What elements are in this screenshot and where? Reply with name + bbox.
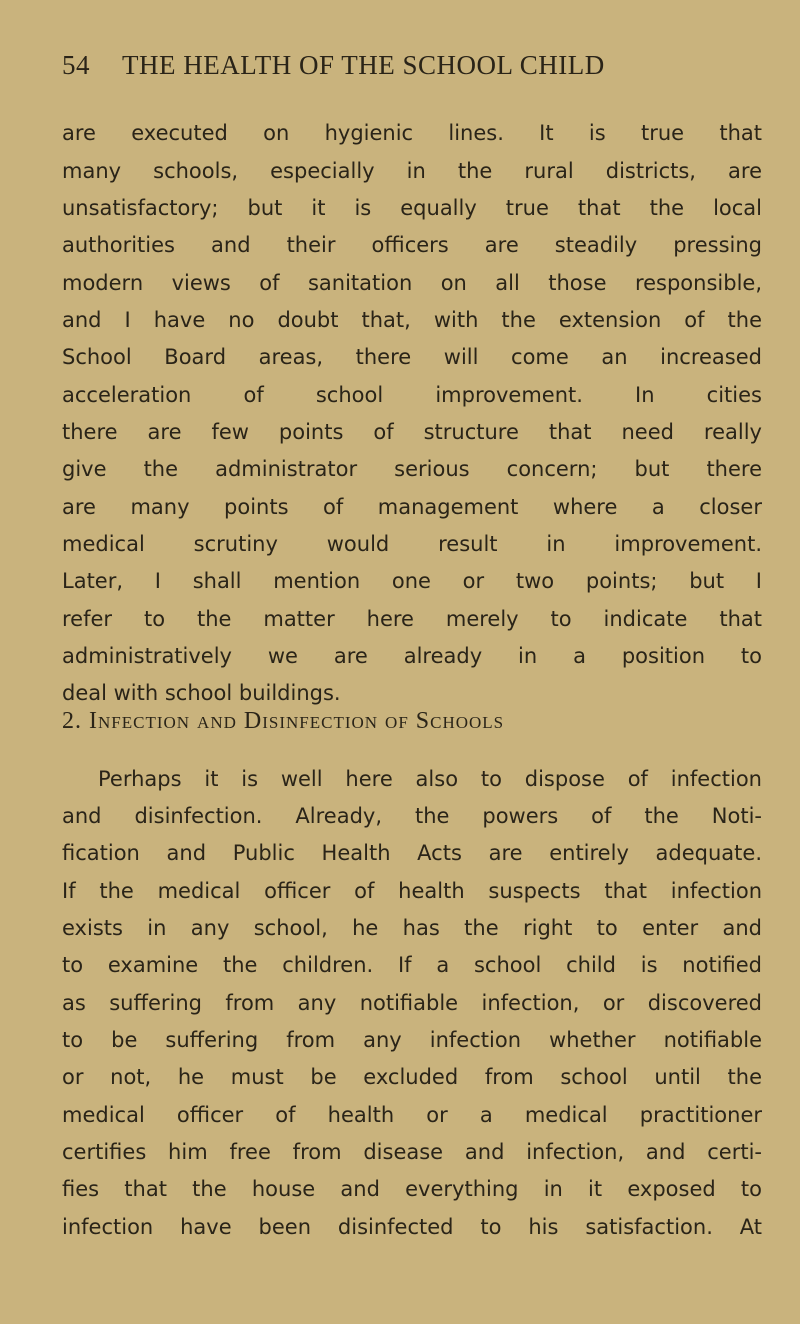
text-line: there are few points of structure that need really bbox=[62, 420, 762, 444]
text-line: acceleration of school improvement. In cities bbox=[62, 383, 762, 407]
text-line: give the administrator serious concern; but there bbox=[62, 457, 762, 481]
text-line: fies that the house and everything in it exposed to bbox=[62, 1177, 762, 1201]
text-line: Later, I shall mention one or two points; but I bbox=[62, 569, 762, 593]
text-line: and disinfection. Already, the powers of the Noti- bbox=[62, 804, 762, 828]
text-line: Perhaps it is well here also to dispose of infection bbox=[98, 767, 762, 791]
text-line: to be suffering from any infection whether notifiable bbox=[62, 1028, 762, 1052]
text-line: or not, he must be excluded from school until the bbox=[62, 1065, 762, 1089]
text-line: and I have no doubt that, with the extension of the bbox=[62, 308, 762, 332]
text-line: refer to the matter here merely to indicate that bbox=[62, 607, 762, 631]
text-line: are executed on hygienic lines. It is true that bbox=[62, 121, 762, 145]
section-heading bbox=[62, 702, 762, 740]
text-line: medical officer of health or a medical practitioner bbox=[62, 1103, 762, 1127]
text-line: administratively we are already in a position to bbox=[62, 644, 762, 668]
section-title: Infection and Disinfection of Schools bbox=[89, 708, 505, 734]
page-number: 54 bbox=[62, 50, 90, 80]
text-line: fication and Public Health Acts are entirely adequate. bbox=[62, 841, 762, 865]
text-line: If the medical officer of health suspects that infection bbox=[62, 879, 762, 903]
text-line: many schools, especially in the rural districts, are bbox=[62, 159, 762, 183]
text-line: infection have been disinfected to his satisfaction. At bbox=[62, 1215, 762, 1239]
text-line: to examine the children. If a school child is notified bbox=[62, 953, 762, 977]
text-line: modern views of sanitation on all those responsible, bbox=[62, 271, 762, 295]
running-head bbox=[62, 50, 762, 81]
running-title: THE HEALTH OF THE SCHOOL CHILD bbox=[122, 50, 605, 80]
text-line: unsatisfactory; but it is equally true that the local bbox=[62, 196, 762, 220]
text-line: are many points of management where a closer bbox=[62, 495, 762, 519]
text-line: medical scrutiny would result in improvement. bbox=[62, 532, 762, 556]
section-number: 2. bbox=[62, 708, 82, 734]
text-line: certifies him free from disease and infection, and certi- bbox=[62, 1140, 762, 1164]
text-line: authorities and their officers are steadily pressing bbox=[62, 233, 762, 257]
text-line: School Board areas, there will come an increased bbox=[62, 345, 762, 369]
text-line: exists in any school, he has the right to enter and bbox=[62, 916, 762, 940]
text-line: as suffering from any notifiable infection, or discovered bbox=[62, 991, 762, 1015]
text-line: deal with school buildings. bbox=[62, 681, 341, 705]
